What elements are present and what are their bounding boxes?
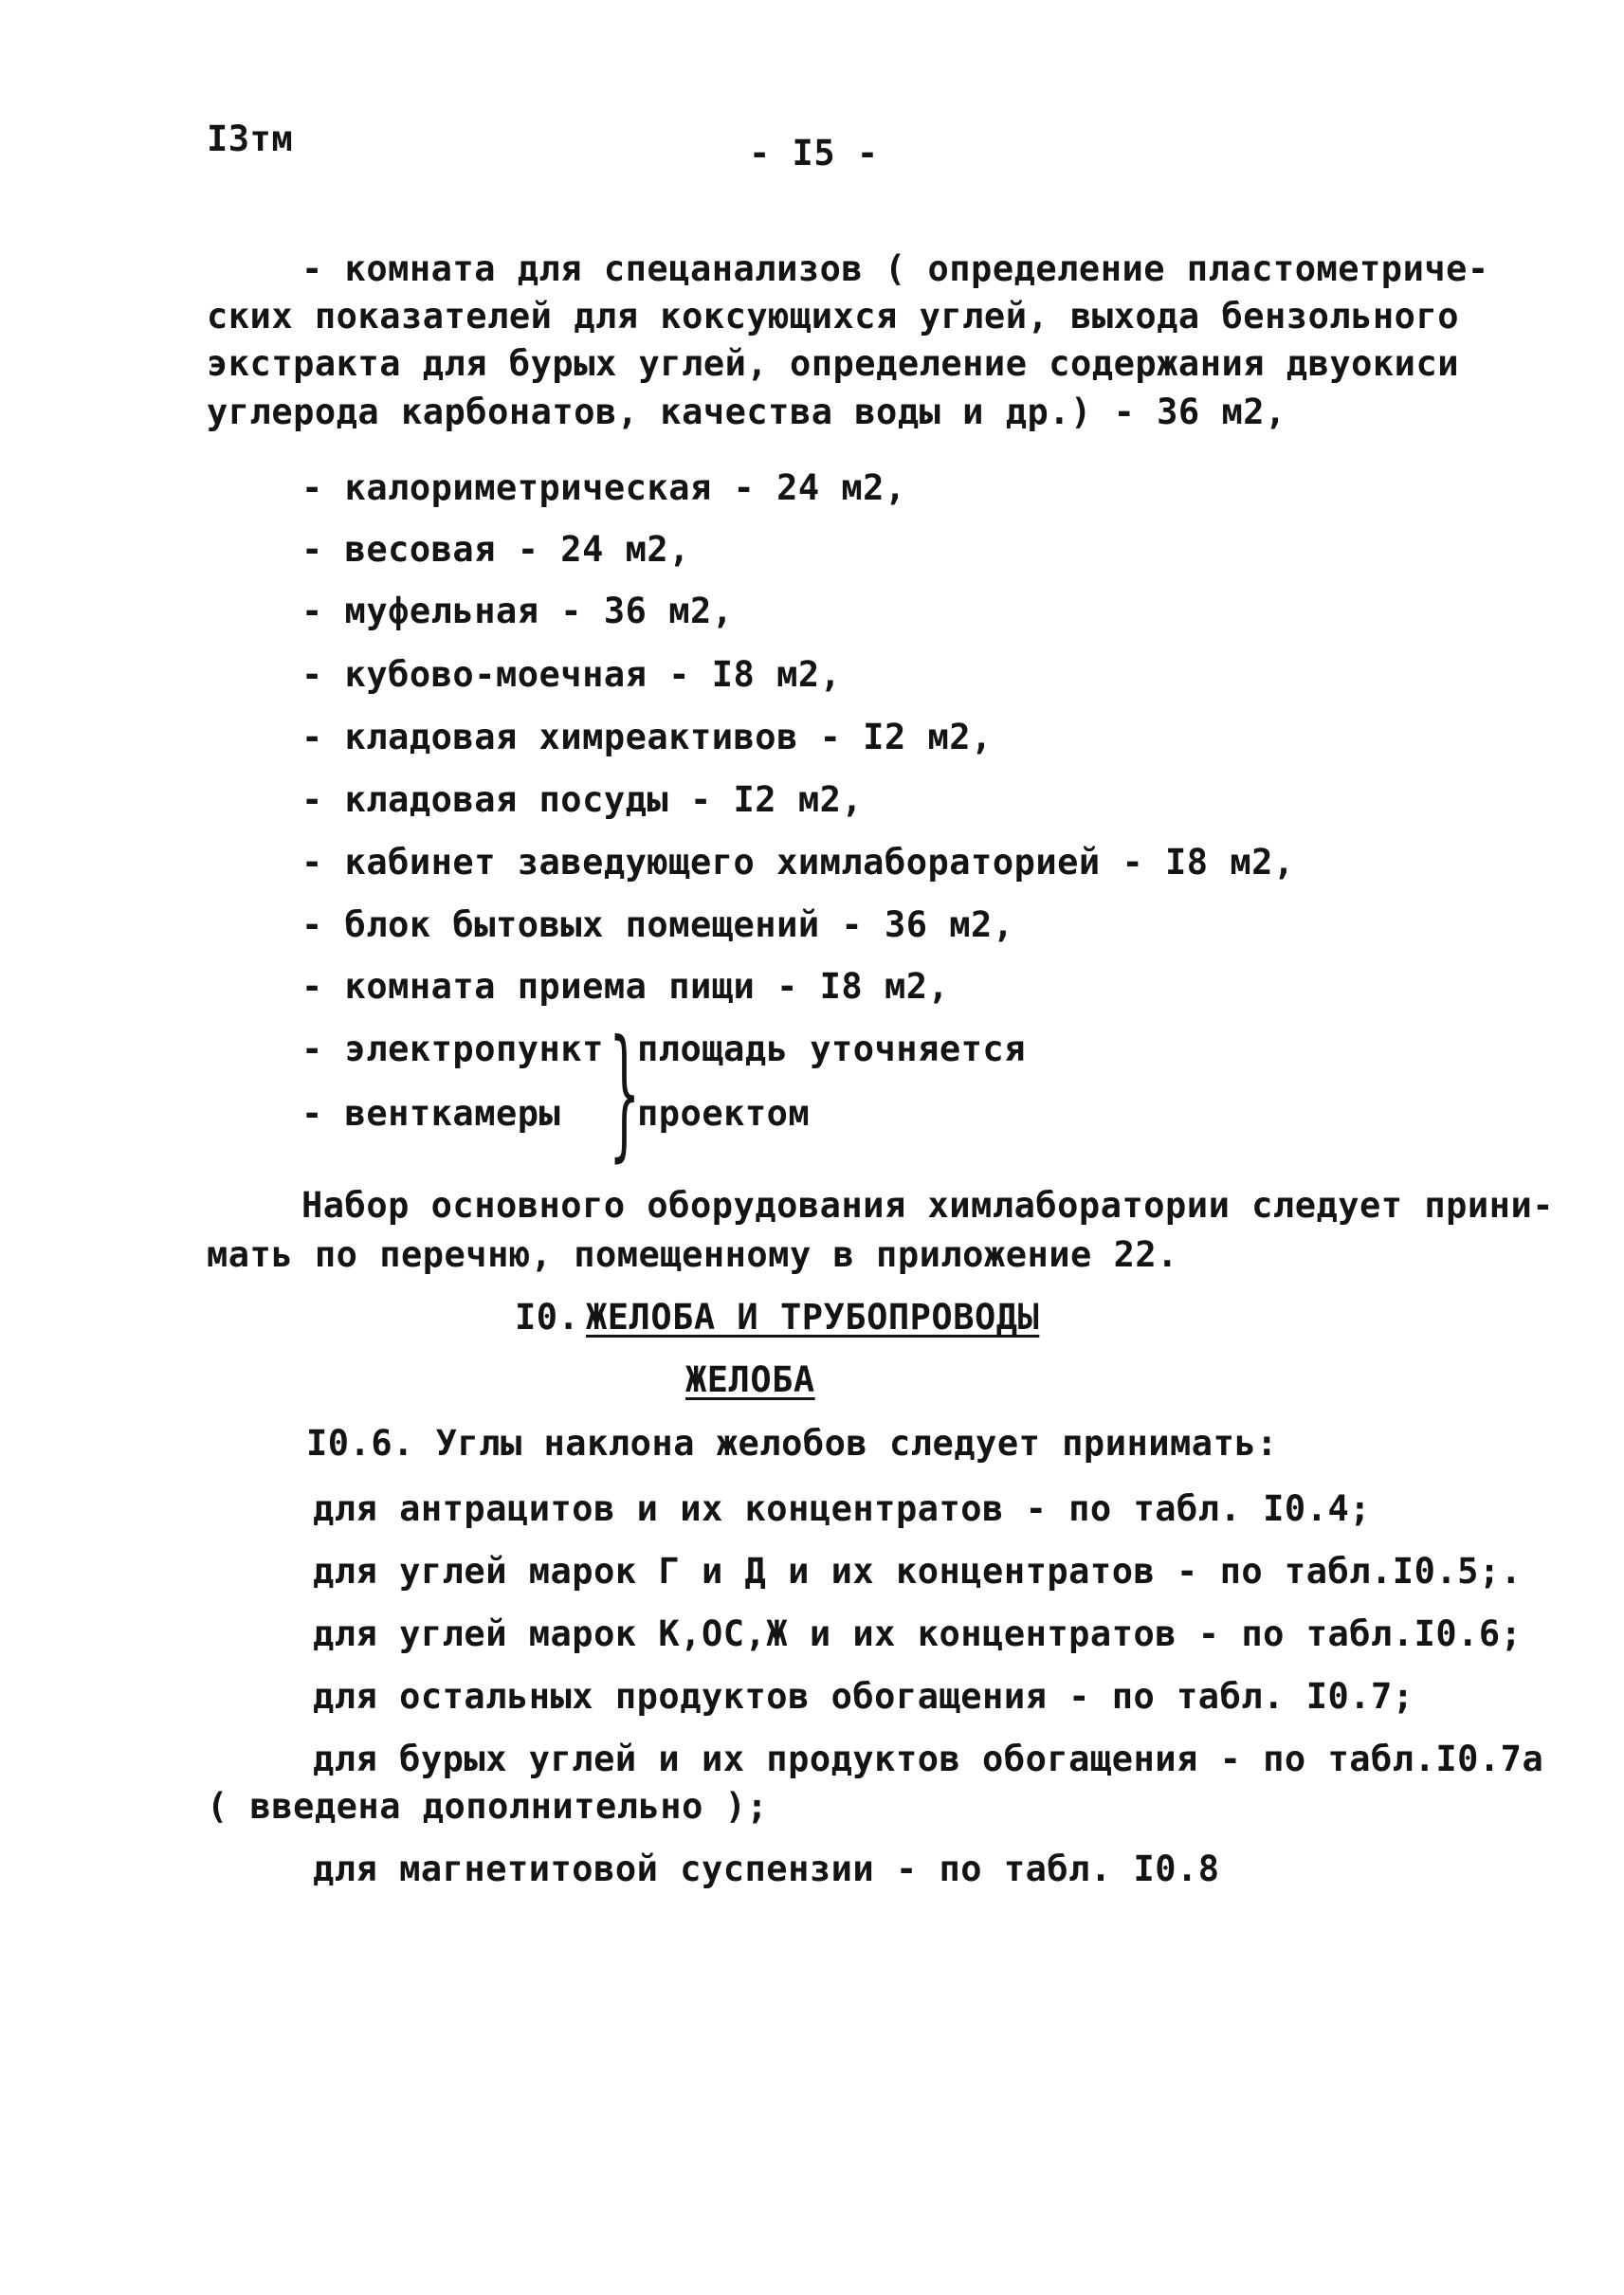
- clause-item: для остальных продуктов обогащения - по табл. I0.7;: [313, 1676, 1414, 1717]
- list-item: - электропункт: [301, 1029, 604, 1069]
- clause-item: для бурых углей и их продуктов обогащения - по табл.I0.7а: [313, 1739, 1544, 1779]
- list-item: - весовая - 24 м2,: [301, 529, 690, 570]
- clause-item: ( введена дополнительно );: [207, 1786, 769, 1827]
- list-item: - блок бытовых помещений - 36 м2,: [301, 904, 1014, 945]
- list-item: - кубово-моечная - I8 м2,: [301, 654, 842, 695]
- page-number: - I5 -: [749, 133, 879, 173]
- list-item: - кабинет заведующего химлабораторией - I8 м2,: [301, 842, 1295, 883]
- list-item: - кладовая химреактивов - I2 м2,: [301, 717, 993, 757]
- clause-item: для антрацитов и их концентратов - по табл. I0.4;: [313, 1488, 1372, 1529]
- clause-item: для углей марок К,ОС,Ж и их концентратов - по табл.I0.6;: [313, 1613, 1523, 1654]
- clause-item: для магнетитовой суспензии - по табл. I0.8: [313, 1849, 1220, 1889]
- brace-note: проектом: [637, 1093, 811, 1134]
- brace-note: площадь уточняется: [637, 1029, 1026, 1069]
- intro-line: - комната для спецанализов ( определение пластометриче-: [301, 248, 1489, 289]
- list-item: - комната приема пищи - I8 м2,: [301, 966, 950, 1007]
- list-item: - кладовая посуды - I2 м2,: [301, 779, 864, 820]
- list-item: - муфельная - 36 м2,: [301, 591, 734, 631]
- paragraph-line: Набор основного оборудования химлаборатории следует прини-: [301, 1185, 1555, 1226]
- section-title: ЖЕЛОБА И ТРУБОПРОВОДЫ: [586, 1297, 1040, 1338]
- curly-brace: }: [609, 1011, 641, 1175]
- intro-line: углерода карбонатов, качества воды и др.) - 36 м2,: [207, 392, 1286, 432]
- paragraph-line: мать по перечню, помещенному в приложение 22.: [207, 1234, 1178, 1275]
- clause-item: для углей марок Г и Д и их концентратов - по табл.I0.5;.: [313, 1551, 1523, 1592]
- section-number: I0.: [515, 1297, 580, 1338]
- intro-line: ских показателей для коксующихся углей, выхода бензольного: [207, 296, 1460, 337]
- list-item: - калориметрическая - 24 м2,: [301, 467, 906, 508]
- list-item: - венткамеры: [301, 1093, 561, 1134]
- intro-line: экстракта для бурых углей, определение содержания двуокиси: [207, 343, 1460, 384]
- section-subtitle: ЖЕЛОБА: [685, 1359, 815, 1400]
- clause-intro: I0.6. Углы наклона желобов следует принимать:: [306, 1423, 1278, 1464]
- document-code: I3тм: [207, 118, 294, 159]
